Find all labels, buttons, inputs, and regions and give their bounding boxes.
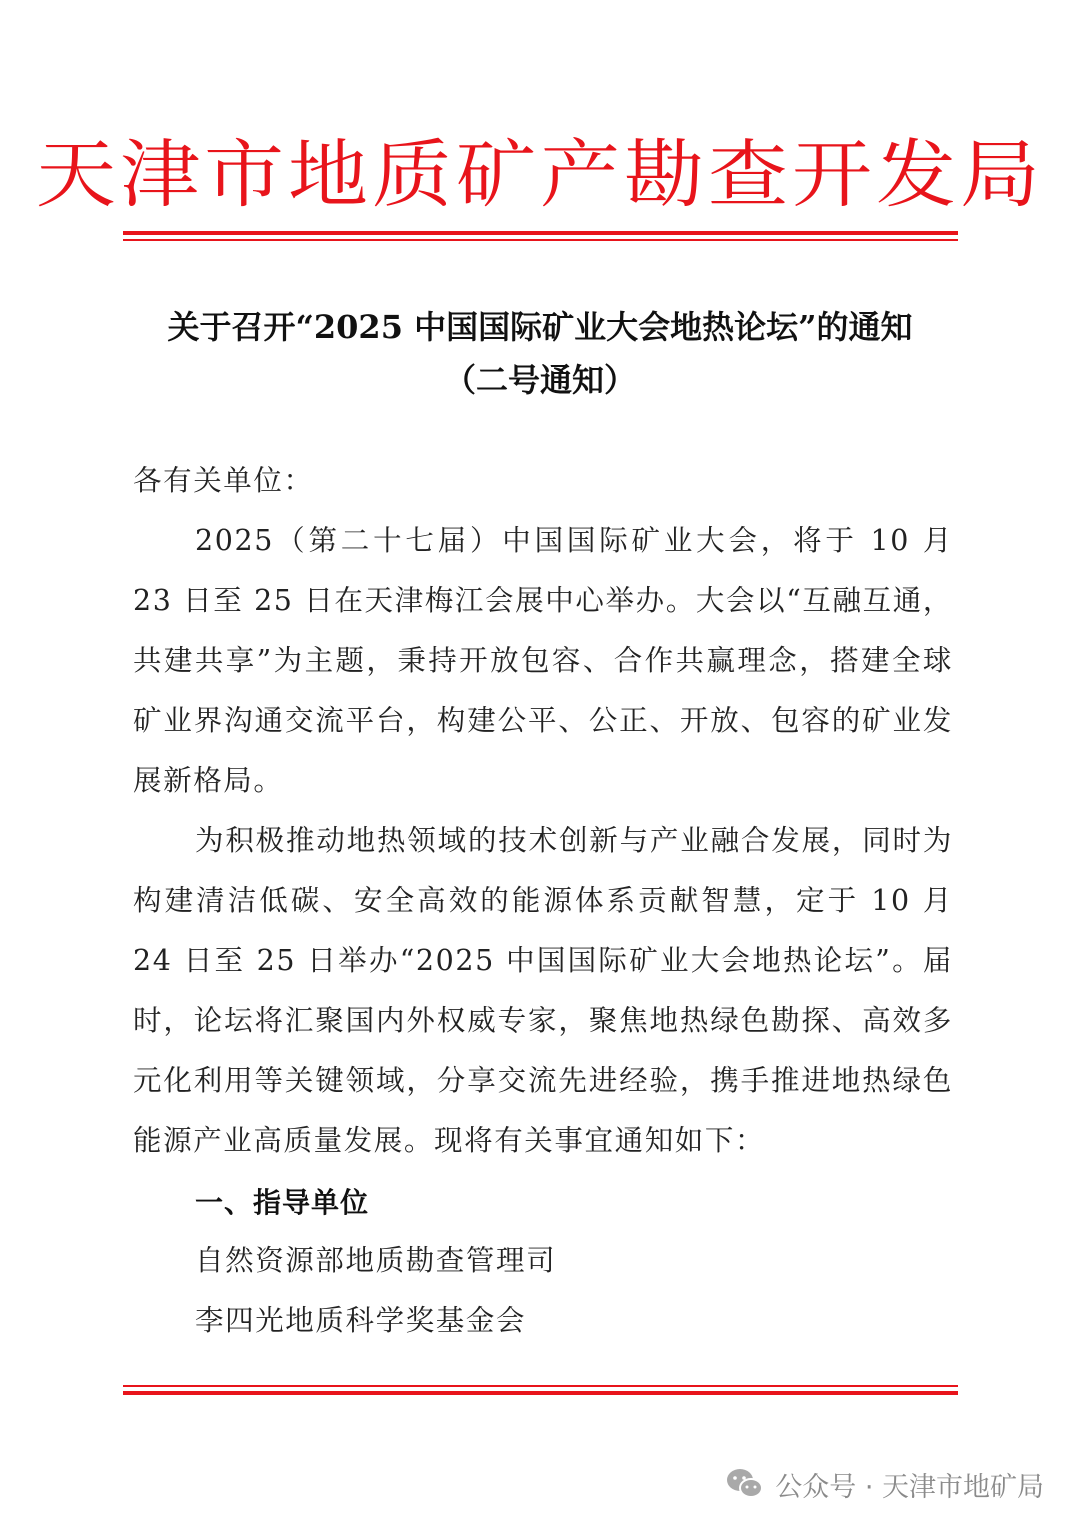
- wechat-watermark: [725, 1462, 1044, 1506]
- salutation: 各有关单位：: [133, 464, 314, 497]
- guiding-unit-item: 李四光地质科学奖基金会: [195, 1304, 527, 1337]
- guiding-unit-item: 自然资源部地质勘查管理司: [195, 1244, 557, 1277]
- paragraph-forum: 为积极推动地热领域的技术创新与产业融合发展，同时为构建清洁低碳、安全高效的能源体系贡献智慧，定于 10 月 24 日至 25 日举办“2025 中国国际矿业大会地热论坛”。届时，论坛将汇聚国内外权威专家，聚焦地热绿色勘探、高效多元化利用等关键领域，分享交流先进经验，携手推进地热绿色能源产业高质量发展。现将有关事宜通知如下：: [133, 824, 953, 1157]
- document-subtitle: （二号通知）: [443, 361, 636, 399]
- wechat-icon: [725, 1467, 765, 1501]
- document-title: 关于召开“2025 中国国际矿业大会地热论坛”的通知: [167, 308, 913, 346]
- watermark-text: 公众号 · 天津市地矿局: [775, 1471, 1044, 1503]
- paragraph-intro: 2025（第二十七届）中国国际矿业大会，将于 10 月 23 日至 25 日在天津梅江会展中心举办。大会以“互融互通，共建共享”为主题，秉持开放包容、合作共赢理念，搭建全球矿业界沟通交流平台，构建公平、公正、开放、包容的矿业发展新格局。: [133, 524, 953, 797]
- section-heading-guiding-units: 一、指导单位: [195, 1186, 370, 1219]
- masthead-org-name: 天津市地质矿产勘查开发局: [36, 131, 1044, 218]
- masthead-red-rule: [123, 231, 958, 241]
- footer-red-rule: [123, 1385, 958, 1395]
